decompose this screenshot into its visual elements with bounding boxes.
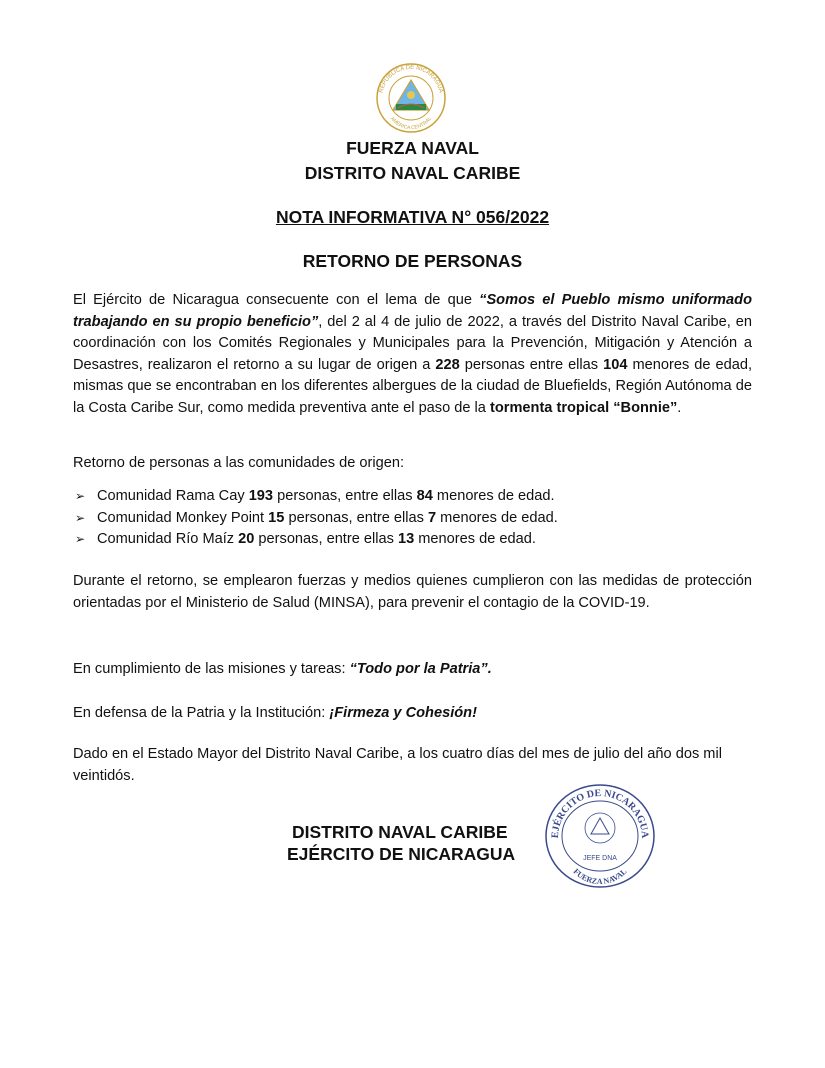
note-title	[0, 206, 825, 228]
official-seal	[542, 782, 658, 890]
text-segment: .	[677, 399, 682, 416]
republic-emblem	[372, 60, 450, 136]
people-count: 15	[268, 509, 285, 526]
text-segment: En defensa de la Patria y la Institución:	[73, 705, 330, 721]
closing-paragraph: Dado en el Estado Mayor del Distrito Naval Caribe, a los cuatro días del mes de julio del año dos mil veintidós.	[73, 746, 722, 784]
slogan: “Todo por la Patria”.	[349, 661, 492, 677]
defense-paragraph	[73, 703, 752, 725]
slogan: ¡Firmeza y Cohesión!	[329, 705, 477, 721]
text-segment: , del 2 al 4 de julio de 2022, a través del Distrito Naval Caribe, en coordinación con los Comités Regionales y Municipales para la Prevención, Mitigación y Atención a Desastres, realizaron el retorno a su lugar de origen a	[73, 313, 752, 373]
note-number: NOTA INFORMATIVA N° 056/2022	[275, 207, 550, 227]
arrow-bullet-icon: ➢	[75, 510, 86, 525]
text-segment: El Ejército de Nicaragua consecuente con el lema de que	[73, 292, 480, 308]
community-name: Comunidad Río Maíz	[97, 531, 239, 547]
mission-paragraph	[73, 659, 752, 681]
community-list	[73, 486, 752, 551]
text-segment: En cumplimiento de las misiones y tareas:	[73, 661, 350, 677]
storm-name: tormenta tropical “Bonnie”	[489, 399, 678, 416]
people-count: 228	[435, 356, 460, 373]
svg-text:EJÉRCITO DE NICARAGUA: EJÉRCITO DE NICARAGUA	[549, 787, 651, 839]
list-item	[73, 508, 752, 530]
text-segment: menores de edad.	[436, 509, 558, 526]
signature-army: EJÉRCITO DE NICARAGUA	[287, 844, 516, 864]
text-segment: personas, entre ellas	[273, 488, 417, 504]
minors-count: 84	[416, 488, 433, 504]
arrow-bullet-icon: ➢	[75, 532, 86, 546]
institution-title: FUERZA NAVAL	[346, 138, 479, 158]
svg-text:REPÚBLICA DE NICARAGUA: REPÚBLICA DE NICARAGUA	[378, 64, 444, 94]
text-segment: menores de edad.	[432, 488, 555, 504]
main-paragraph	[73, 290, 752, 419]
district-title: DISTRITO NAVAL CARIBE	[304, 163, 521, 183]
svg-text:FUERZA NAVAL: FUERZA NAVAL	[571, 866, 629, 887]
list-item	[73, 486, 752, 508]
text-segment: personas entre ellas	[459, 356, 604, 373]
minors-count: 13	[397, 531, 415, 547]
people-count: 20	[238, 531, 255, 547]
community-name: Comunidad Monkey Point	[97, 509, 269, 526]
subject-title: RETORNO DE PERSONAS	[302, 251, 523, 271]
text-segment: menores de edad.	[414, 531, 536, 547]
people-count: 193	[248, 488, 274, 504]
list-item	[73, 529, 752, 551]
signature-district: DISTRITO NAVAL CARIBE	[292, 822, 508, 842]
community-name: Comunidad Rama Cay	[97, 488, 249, 504]
text-segment: menores de edad, mismas que se encontraban en los diferentes albergues de la ciudad de Bluefields, Región Autónoma de la Costa Caribe Sur, como medida preventiva ante el paso de la	[73, 356, 752, 416]
motto: “Somos el Pueblo mismo uniformado trabajando en su propio beneficio”	[73, 292, 752, 330]
arrow-bullet-icon: ➢	[75, 489, 86, 503]
seal-center-text: JEFE DNA	[583, 855, 617, 862]
svg-text:AMÉRICA CENTRAL: AMÉRICA CENTRAL	[389, 115, 433, 132]
minors-count: 7	[428, 509, 437, 526]
text-segment: personas, entre ellas	[284, 509, 428, 526]
minors-count: 104	[603, 356, 628, 373]
covid-paragraph: Durante el retorno, se emplearon fuerzas y medios quienes cumplieron con las medidas de protección orientadas por el Ministerio de Salud (MINSA), para prevenir el contagio de la COVID-19.	[73, 573, 752, 611]
text-segment: personas, entre ellas	[254, 531, 398, 547]
list-intro: Retorno de personas a las comunidades de origen:	[73, 455, 405, 471]
